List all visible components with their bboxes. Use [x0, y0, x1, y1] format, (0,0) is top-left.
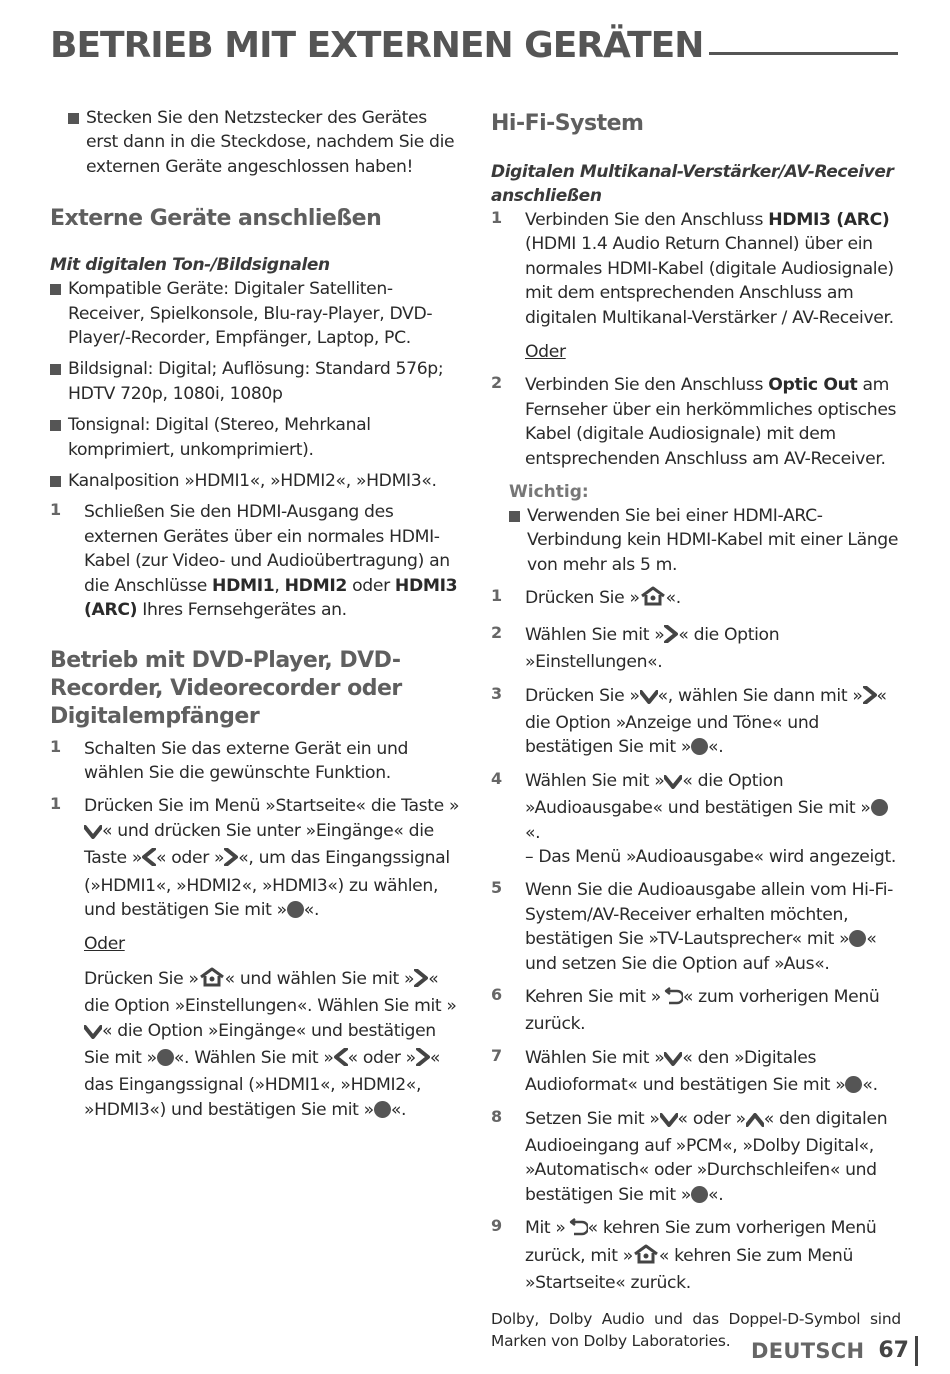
- arrow-right-icon: [664, 625, 678, 650]
- right-column: [491, 106, 901, 1352]
- language-label: DEUTSCH: [751, 1339, 865, 1363]
- step-connect-optical: 2 Verbinden Sie den Anschluss Optic Out am Fernseher über ein herkömmliches optisches Kabel (digitale Audiosignale) mit dem entsprechenden Anschluss am AV-Receiver.: [491, 373, 897, 469]
- section-heading-externe-geraete: Externe Geräte anschließen: [50, 206, 382, 232]
- step-audioeingang: 8 Setzen Sie mit » « oder » « den digitalen Audioeingang auf »PCM«, »Dolby Digital«, »Automatisch« oder »Durchschleifen« und bestätigen Sie mit » «.: [491, 1106, 888, 1205]
- page-header: [50, 22, 898, 72]
- step-number: 1: [491, 208, 503, 227]
- ok-button-icon: [845, 1076, 862, 1093]
- step-return: 9 Mit » « kehren Sie zum vorherigen Menü zurück, mit » « kehren Sie zum Menü »Startseite« zurück.: [491, 1216, 877, 1294]
- step-select-settings: 2 Wählen Sie mit » « die Option »Einstellungen«.: [491, 622, 780, 673]
- bullet-square-icon: [50, 476, 61, 487]
- step-audioformat: 7 Wählen Sie mit » « den »Digitales Audioformat« und bestätigen Sie mit » «.: [491, 1045, 878, 1096]
- oder-label: Oder: [525, 342, 566, 363]
- ok-button-icon: [691, 738, 708, 755]
- step-press-home: 1 Drücken Sie » «.: [491, 586, 901, 613]
- page-footer: [751, 1334, 918, 1368]
- list-item: Bildsignal: Digital; Auflösung: Standard 576p; HDTV 720p, 1080i, 1080p: [50, 357, 460, 406]
- wichtig-bullet: Verwenden Sie bei einer HDMI-ARC-Verbindung kein HDMI-Kabel mit einer Länge von mehr als 5 m.: [509, 504, 901, 577]
- arrow-right-icon: [224, 848, 238, 873]
- arrow-right-icon: [416, 1048, 430, 1073]
- step-connect-arc: 1 Verbinden Sie den Anschluss HDMI3 (ARC) (HDMI 1.4 Audio Return Channel) über ein normales HDMI-Kabel (digitale Audiosignale) mit dem entsprechenden Anschluss am digitalen Multikanal-Verstärker / AV-Receiver. Oder: [491, 208, 901, 364]
- arrow-down-icon: [660, 1110, 678, 1134]
- back-icon: [661, 987, 683, 1012]
- bullet-square-icon: [509, 511, 520, 522]
- ok-button-icon: [849, 930, 866, 947]
- bullet-square-icon: [50, 284, 61, 295]
- ok-button-icon: [157, 1049, 174, 1066]
- step-number: 8: [491, 1106, 503, 1126]
- intro-bullet: [68, 106, 460, 179]
- back-icon: [566, 1218, 588, 1243]
- step-tv-lautsprecher: 5 Wenn Sie die Audioausgabe allein vom Hi-Fi-System/AV-Receiver erhalten möchten, bestätigen Sie »TV-Lautsprecher« mit » « und setzen Sie die Option auf »Aus«.: [491, 878, 894, 974]
- arrow-down-icon: [84, 822, 102, 846]
- intro-text: Stecken Sie den Netzstecker des Gerätes erst dann in die Steckdose, nachdem Sie die externen Geräte angeschlossen haben!: [86, 108, 455, 177]
- list-item: Tonsignal: Digital (Stereo, Mehrkanal komprimiert, unkomprimiert).: [50, 413, 460, 462]
- subheading-av-receiver: Digitalen Multikanal-Verstärker/AV-Receiver anschließen: [491, 162, 894, 206]
- ok-button-icon: [691, 1186, 708, 1203]
- step-select-input: 1 Drücken Sie im Menü »Startseite« die Taste »« und drücken Sie unter »Eingänge« die Taste » « oder » «, um das Eingangssignal (»HDMI1«, »HDMI2«, »HDMI3«) zu wählen, und bestätigen Sie mit » «. Oder Drücken Sie » « und wählen Sie mit » « die Option »Einstellungen«. Wählen Sie mit »« die Option »Eingänge« und bestätigen Sie mit » «. Wählen Sie mit » « oder » « das Eingangssignal (»HDMI1«, »HDMI2«, »HDMI3«) und bestätigen Sie mit » «.: [50, 794, 460, 1120]
- step-number: 9: [491, 1216, 503, 1236]
- step-number: 3: [491, 683, 503, 703]
- arrow-left-icon: [142, 848, 156, 873]
- step-number: 2: [491, 622, 503, 642]
- home-icon: [640, 586, 666, 613]
- step-switch-on: 1 Schalten Sie das externe Gerät ein und wählen Sie die gewünschte Funktion.: [50, 736, 409, 783]
- arrow-left-icon: [334, 1048, 348, 1073]
- bullet-square-icon: [68, 113, 79, 124]
- list-item: Kanalposition »HDMI1«, »HDMI2«, »HDMI3«.: [50, 469, 460, 493]
- step-connect-hdmi: 1 Schließen Sie den HDMI-Ausgang des externen Gerätes über ein normales HDMI-Kabel (zur Video- und Audioübertragung) an die Anschlüsse HDMI1, HDMI2 oder HDMI3 (ARC) Ihres Fernsehgerätes an.: [50, 500, 458, 621]
- bullet-square-icon: [50, 364, 61, 375]
- step-number: 7: [491, 1045, 503, 1065]
- arrow-down-icon: [84, 1022, 102, 1046]
- page-title: BETRIEB MIT EXTERNEN GERÄTEN: [50, 22, 709, 70]
- step-back: 6 Kehren Sie mit » « zum vorherigen Menü zurück.: [491, 984, 880, 1035]
- step-number: 2: [491, 373, 503, 393]
- arrow-down-icon: [640, 687, 658, 711]
- ok-button-icon: [871, 799, 888, 816]
- step-number: 1: [50, 500, 62, 520]
- step-number: 1: [491, 586, 503, 606]
- step-audioausgabe: 4 Wählen Sie mit » « die Option »Audioausgabe« und bestätigen Sie mit »«. – Das Menü »Audioausgabe« wird angezeigt.: [491, 768, 896, 867]
- section-heading-hifi: Hi-Fi-System: [491, 111, 644, 136]
- oder-label: Oder: [84, 934, 125, 955]
- bullet-square-icon: [50, 420, 61, 431]
- subheading-digitale-signale: Mit digitalen Ton-/Bildsignalen: [50, 255, 330, 276]
- section-heading-dvd-betrieb: Betrieb mit DVD-Player, DVD-Recorder, Videorecorder oder Digitalempfänger: [50, 647, 402, 729]
- step-number: 4: [491, 768, 503, 788]
- step-number: 1: [50, 736, 62, 756]
- page-number: 67: [878, 1336, 918, 1366]
- arrow-down-icon: [664, 1049, 682, 1073]
- arrow-up-icon: [746, 1110, 764, 1134]
- arrow-right-icon: [414, 969, 428, 994]
- wichtig-label: Wichtig:: [509, 482, 589, 503]
- ok-button-icon: [374, 1101, 391, 1118]
- step-number: 6: [491, 984, 503, 1004]
- step-number: 1: [50, 794, 62, 814]
- dolby-footnote: Dolby, Dolby Audio und das Doppel-D-Symbol sind Marken von Dolby Laboratories.: [491, 1310, 901, 1350]
- home-icon: [199, 967, 225, 994]
- arrow-down-icon: [664, 772, 682, 796]
- arrow-right-icon: [863, 686, 877, 711]
- ok-button-icon: [287, 901, 304, 918]
- home-icon: [633, 1244, 659, 1271]
- left-column: [50, 106, 460, 1131]
- step-number: 5: [491, 878, 503, 898]
- step-anzeige-toene: 3 Drücken Sie » «, wählen Sie dann mit » « die Option »Anzeige und Töne« und bestätigen Sie mit » «.: [491, 683, 887, 758]
- list-item: Kompatible Geräte: Digitaler Satelliten-Receiver, Spielkonsole, Blu-ray-Player, DVD-Player/-Recorder, Empfänger, Laptop, PC.: [50, 277, 460, 350]
